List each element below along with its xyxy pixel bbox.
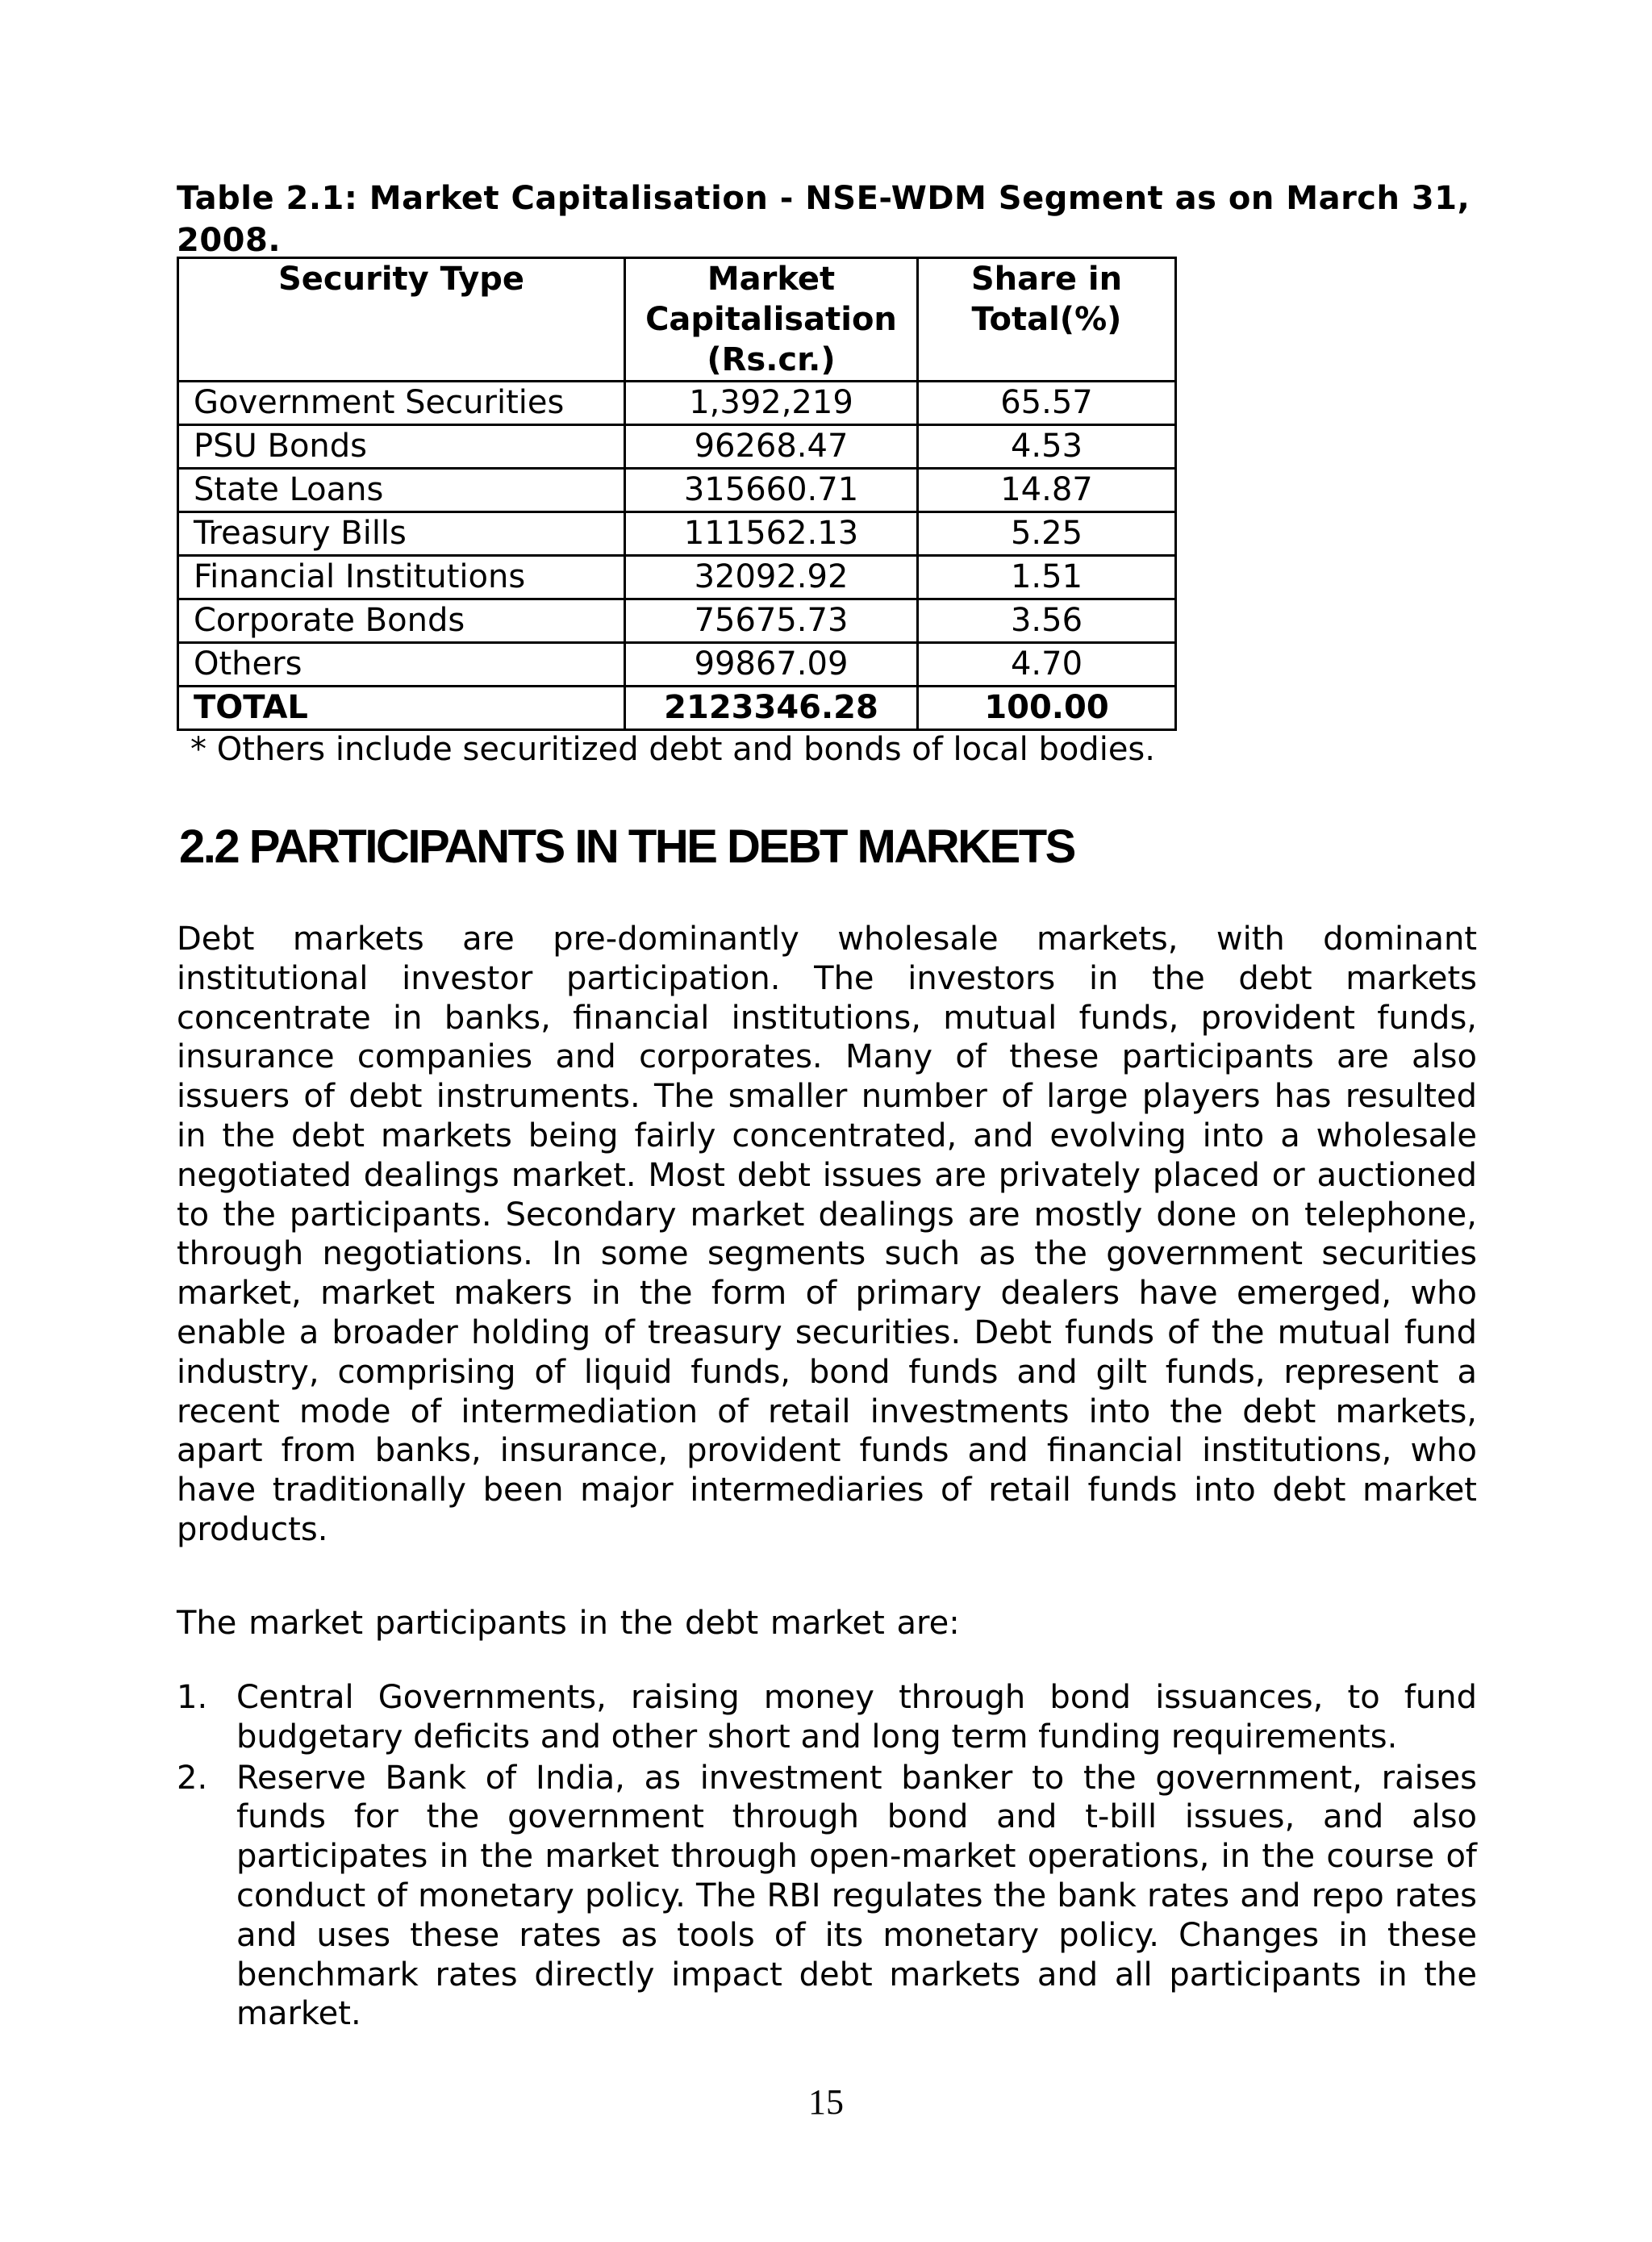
cell-security-type: Government Securities <box>178 382 625 425</box>
table-row <box>178 512 1176 556</box>
cell-market-cap: 111562.13 <box>625 512 918 556</box>
cell-share: 14.87 <box>918 469 1176 512</box>
table-row <box>178 556 1176 599</box>
header-security-type: Security Type <box>178 258 625 382</box>
cell-total-market-cap: 2123346.28 <box>625 687 918 730</box>
table-row <box>178 425 1176 469</box>
cell-share: 4.53 <box>918 425 1176 469</box>
market-cap-table <box>177 257 1177 731</box>
table-row <box>178 382 1176 425</box>
list-item-text: Reserve Bank of India, as investment banker to the government, raises funds for the government through bond and t-bill issues, and also participates in the market through open-market operations, in the course of conduct of monetary policy. The RBI regulates the bank rates and repo rates and uses these rates as tools of its monetary policy. Changes in these benchmark rates directly impact debt markets and all participants in the market. <box>236 1759 1477 2033</box>
list-item <box>177 1678 1477 1757</box>
list-item-number: 1. <box>177 1679 208 1716</box>
table-row <box>178 643 1176 687</box>
cell-total-label: TOTAL <box>178 687 625 730</box>
body-paragraph: The market participants in the debt market are: <box>177 1605 960 1642</box>
list-item-text: Central Governments, raising money through bond issuances, to fund budgetary deficits and other short and long term funding requirements. <box>236 1679 1477 1756</box>
list-item <box>177 1759 1477 2035</box>
page-number: 15 <box>808 2082 844 2122</box>
participants-list <box>177 1678 1477 2035</box>
table-row <box>178 469 1176 512</box>
cell-security-type: Corporate Bonds <box>178 599 625 643</box>
table-total-row <box>178 687 1176 730</box>
cell-total-share: 100.00 <box>918 687 1176 730</box>
cell-share: 4.70 <box>918 643 1176 687</box>
cell-share: 1.51 <box>918 556 1176 599</box>
body-paragraph: Debt markets are pre-dominantly wholesale markets, with dominant institutional investor participation. The investors in the debt markets concentrate in banks, financial institutions, mutual funds, provident funds, insurance companies and corporates. Many of these participants are also issuers of debt instruments. The smaller number of large players has resulted in the debt markets being fairly concentrated, and evolving into a wholesale negotiated dealings market. Most debt issues are privately placed or auctioned to the participants. Secondary market dealings are mostly done on telephone, through negotiations. In some segments such as the government securities market, market makers in the form of primary dealers have emerged, who enable a broader holding of treasury securities. Debt funds of the mutual fund industry, comprising of liquid funds, bond funds and gilt funds, represent a recent mode of intermediation of retail investments into the debt markets, apart from banks, insurance, provident funds and financial institutions, who have traditionally been major intermediaries of retail funds into debt market products. <box>177 921 1477 1548</box>
table-row <box>178 599 1176 643</box>
header-market-cap: Market Capitalisation (Rs.cr.) <box>625 258 918 382</box>
cell-market-cap: 99867.09 <box>625 643 918 687</box>
table-header-row <box>178 258 1176 382</box>
cell-security-type: Treasury Bills <box>178 512 625 556</box>
cell-market-cap: 1,392,219 <box>625 382 918 425</box>
cell-security-type: Others <box>178 643 625 687</box>
cell-security-type: PSU Bonds <box>178 425 625 469</box>
cell-security-type: Financial Institutions <box>178 556 625 599</box>
cell-market-cap: 315660.71 <box>625 469 918 512</box>
header-share: Share in Total(%) <box>918 258 1176 382</box>
cell-share: 3.56 <box>918 599 1176 643</box>
list-item-number: 2. <box>177 1759 208 1797</box>
cell-share: 5.25 <box>918 512 1176 556</box>
cell-security-type: State Loans <box>178 469 625 512</box>
section-heading: 2.2 PARTICIPANTS IN THE DEBT MARKETS <box>179 820 1074 873</box>
cell-market-cap: 32092.92 <box>625 556 918 599</box>
table-footnote: * Others include securitized debt and bonds of local bodies. <box>190 731 1155 768</box>
table-caption: Table 2.1: Market Capitalisation - NSE-WDM Segment as on March 31, 2008. <box>177 180 1471 259</box>
cell-share: 65.57 <box>918 382 1176 425</box>
cell-market-cap: 96268.47 <box>625 425 918 469</box>
cell-market-cap: 75675.73 <box>625 599 918 643</box>
